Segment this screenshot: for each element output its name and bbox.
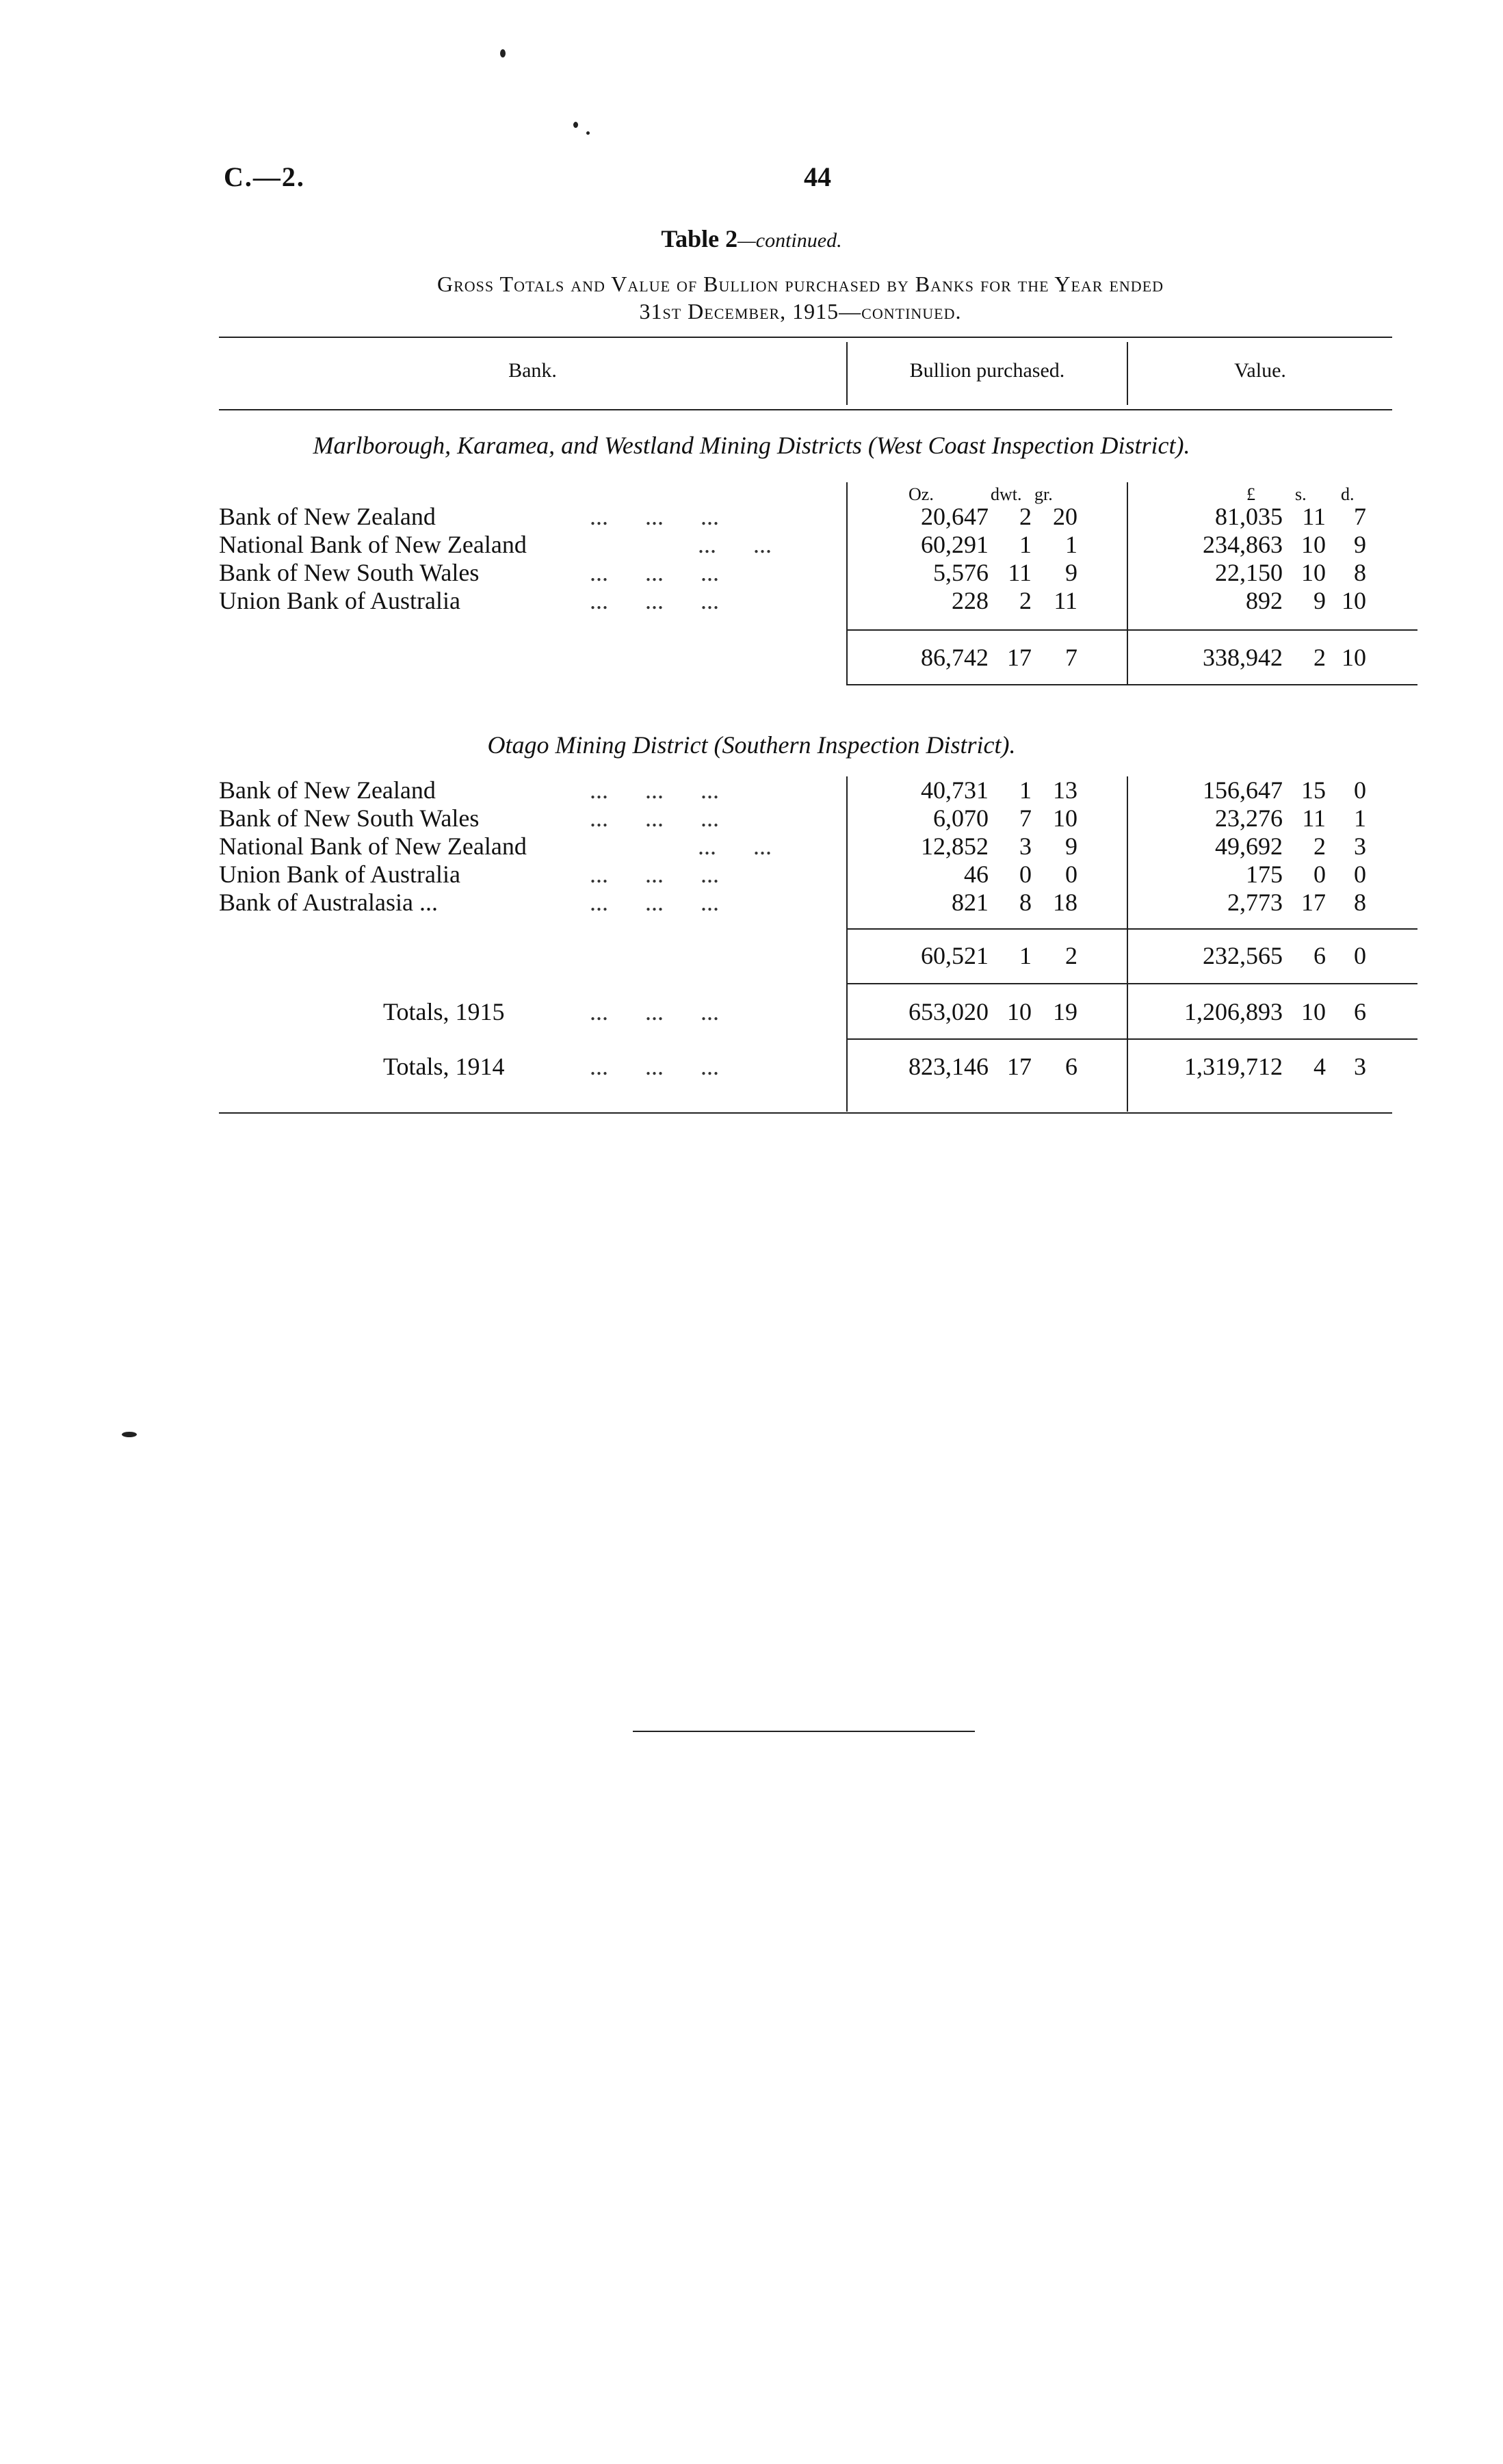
table-row xyxy=(0,586,1503,614)
pennyweights: 2 xyxy=(1019,587,1032,614)
dot-leader: ... ... ... xyxy=(590,861,719,888)
pennyweights: 0 xyxy=(1019,861,1032,888)
table-row xyxy=(0,804,1503,831)
document-code: C.—2. xyxy=(224,161,305,192)
dot-leader: ... ... ... xyxy=(590,776,719,804)
dot-leader: ... ... xyxy=(698,531,772,558)
section-heading-otago: Otago Mining District (Southern Inspection District). xyxy=(487,731,1016,759)
pennyweights: 7 xyxy=(1019,804,1032,832)
bank-name: National Bank of New Zealand xyxy=(219,531,527,558)
bank-name: Bank of New Zealand xyxy=(219,776,436,804)
totals-label: Totals, 1915 xyxy=(383,998,505,1025)
header-bottom-rule xyxy=(219,409,1392,410)
pennyweights: 17 xyxy=(1007,1053,1032,1080)
pence: 9 xyxy=(1354,531,1366,558)
table-title-main: Table 2 xyxy=(661,225,738,252)
grains: 9 xyxy=(1065,833,1077,860)
ounces: 86,742 xyxy=(921,644,989,671)
ounces: 40,731 xyxy=(921,776,989,804)
unit-oz: Oz. xyxy=(909,484,934,504)
shillings: 6 xyxy=(1314,942,1326,969)
ounces: 228 xyxy=(952,587,989,614)
header-top-rule xyxy=(219,337,1392,338)
table-title xyxy=(0,224,1503,253)
unit-pence: d. xyxy=(1341,484,1355,504)
dot-leader: ... ... ... xyxy=(590,587,719,614)
table-row xyxy=(0,888,1503,915)
pounds: 23,276 xyxy=(1215,804,1283,832)
pounds: 22,150 xyxy=(1215,559,1283,586)
pence: 7 xyxy=(1354,503,1366,530)
grains: 13 xyxy=(1053,776,1077,804)
pounds: 81,035 xyxy=(1215,503,1283,530)
subtotal-top-rule xyxy=(846,928,1417,930)
page-end-rule xyxy=(633,1731,975,1732)
bank-name: Union Bank of Australia xyxy=(219,587,460,614)
pence: 0 xyxy=(1354,861,1366,888)
table-bottom-rule xyxy=(219,1112,1392,1114)
ounces: 46 xyxy=(964,861,989,888)
pence: 3 xyxy=(1354,1053,1366,1080)
subtotal-row xyxy=(0,941,1503,969)
bank-name: National Bank of New Zealand xyxy=(219,833,527,860)
ounces: 653,020 xyxy=(909,998,989,1025)
pence: 10 xyxy=(1342,644,1366,671)
dot-leader: ... ... ... xyxy=(590,559,719,586)
pence: 0 xyxy=(1354,942,1366,969)
ounces: 60,521 xyxy=(921,942,989,969)
pennyweights: 3 xyxy=(1019,833,1032,860)
dot-leader: ... ... ... xyxy=(590,503,719,530)
shillings: 10 xyxy=(1301,531,1326,558)
ounces: 821 xyxy=(952,889,989,916)
pence: 8 xyxy=(1354,889,1366,916)
ink-speck xyxy=(500,49,506,57)
pennyweights: 11 xyxy=(1008,559,1032,586)
totals-row-1915 xyxy=(0,997,1503,1025)
shillings: 11 xyxy=(1302,804,1326,832)
ink-speck xyxy=(573,122,578,128)
shillings: 10 xyxy=(1301,559,1326,586)
column-header-bullion: Bullion purchased. xyxy=(909,359,1065,382)
pence: 8 xyxy=(1354,559,1366,586)
pennyweights: 8 xyxy=(1019,889,1032,916)
pennyweights: 1 xyxy=(1019,531,1032,558)
table-title-suffix: —continued. xyxy=(737,229,842,252)
grains: 2 xyxy=(1065,942,1077,969)
shillings: 2 xyxy=(1314,644,1326,671)
grains: 9 xyxy=(1065,559,1077,586)
section-heading-west-coast: Marlborough, Karamea, and Westland Mining Districts (West Coast Inspection District). xyxy=(313,432,1190,459)
shillings: 17 xyxy=(1301,889,1326,916)
ounces: 60,291 xyxy=(921,531,989,558)
pence: 1 xyxy=(1354,804,1366,832)
unit-gr: gr. xyxy=(1034,484,1053,504)
pennyweights: 17 xyxy=(1007,644,1032,671)
dot-leader: ... ... ... xyxy=(590,804,719,832)
shillings: 9 xyxy=(1314,587,1326,614)
column-header-value: Value. xyxy=(1234,359,1286,382)
ounces: 12,852 xyxy=(921,833,989,860)
page-number: 44 xyxy=(804,161,831,192)
pence: 0 xyxy=(1354,776,1366,804)
bank-name: Bank of New South Wales xyxy=(219,804,480,832)
pence: 6 xyxy=(1354,998,1366,1025)
ounces: 5,576 xyxy=(933,559,989,586)
ink-speck xyxy=(122,1432,137,1437)
bank-name: Union Bank of Australia xyxy=(219,861,460,888)
bank-name: Bank of Australasia ... xyxy=(219,889,438,916)
grains: 1 xyxy=(1065,531,1077,558)
pounds: 234,863 xyxy=(1203,531,1283,558)
grains: 0 xyxy=(1065,861,1077,888)
pennyweights: 1 xyxy=(1019,776,1032,804)
table-subtitle-line-1: Gross Totals and Value of Bullion purchased by Banks for the Year ended xyxy=(436,272,1164,296)
grains: 18 xyxy=(1053,889,1077,916)
dot-leader: ... ... ... xyxy=(590,998,719,1025)
dot-leader: ... ... xyxy=(698,833,772,860)
subtotal-bottom-rule xyxy=(846,684,1417,685)
table-row xyxy=(0,558,1503,586)
dot-leader: ... ... ... xyxy=(590,1053,719,1080)
shillings: 2 xyxy=(1314,833,1326,860)
shillings: 11 xyxy=(1302,503,1326,530)
table-row xyxy=(0,502,1503,529)
shillings: 15 xyxy=(1301,776,1326,804)
table-row xyxy=(0,860,1503,887)
table-row xyxy=(0,776,1503,803)
totals-row-1914 xyxy=(0,1052,1503,1079)
subtotal-top-rule xyxy=(846,629,1417,631)
pounds: 338,942 xyxy=(1203,644,1283,671)
grains: 20 xyxy=(1053,503,1077,530)
totals-1914-top-rule xyxy=(846,1038,1417,1040)
shillings: 0 xyxy=(1314,861,1326,888)
table-subtitle-line-2: 31st December, 1915—continued. xyxy=(639,299,962,324)
totals-label: Totals, 1914 xyxy=(383,1053,505,1080)
ink-speck xyxy=(586,131,590,135)
pence: 3 xyxy=(1354,833,1366,860)
grains: 11 xyxy=(1054,587,1077,614)
bank-name: Bank of New South Wales xyxy=(219,559,480,586)
column-header-bank: Bank. xyxy=(508,359,557,382)
ounces: 20,647 xyxy=(921,503,989,530)
totals-1915-top-rule xyxy=(846,983,1417,984)
grains: 19 xyxy=(1053,998,1077,1025)
pennyweights: 10 xyxy=(1007,998,1032,1025)
pounds: 232,565 xyxy=(1203,942,1283,969)
pounds: 1,319,712 xyxy=(1184,1053,1283,1080)
ounces: 6,070 xyxy=(933,804,989,832)
shillings: 10 xyxy=(1301,998,1326,1025)
unit-shilling: s. xyxy=(1295,484,1307,504)
dot-leader: ... ... ... xyxy=(590,889,719,916)
pounds: 156,647 xyxy=(1203,776,1283,804)
pounds: 1,206,893 xyxy=(1184,998,1283,1025)
pounds: 892 xyxy=(1246,587,1283,614)
grains: 10 xyxy=(1053,804,1077,832)
subtotal-row xyxy=(0,643,1503,670)
pennyweights: 2 xyxy=(1019,503,1032,530)
grains: 7 xyxy=(1065,644,1077,671)
grains: 6 xyxy=(1065,1053,1077,1080)
bank-name: Bank of New Zealand xyxy=(219,503,436,530)
table-row xyxy=(0,832,1503,859)
table-row xyxy=(0,530,1503,558)
pounds: 175 xyxy=(1246,861,1283,888)
unit-pound: £ xyxy=(1246,484,1255,504)
pounds: 49,692 xyxy=(1215,833,1283,860)
pounds: 2,773 xyxy=(1227,889,1283,916)
table-subtitle xyxy=(219,270,1382,325)
pennyweights: 1 xyxy=(1019,942,1032,969)
shillings: 4 xyxy=(1314,1053,1326,1080)
pence: 10 xyxy=(1342,587,1366,614)
ounces: 823,146 xyxy=(909,1053,989,1080)
unit-dwt: dwt. xyxy=(991,484,1022,504)
